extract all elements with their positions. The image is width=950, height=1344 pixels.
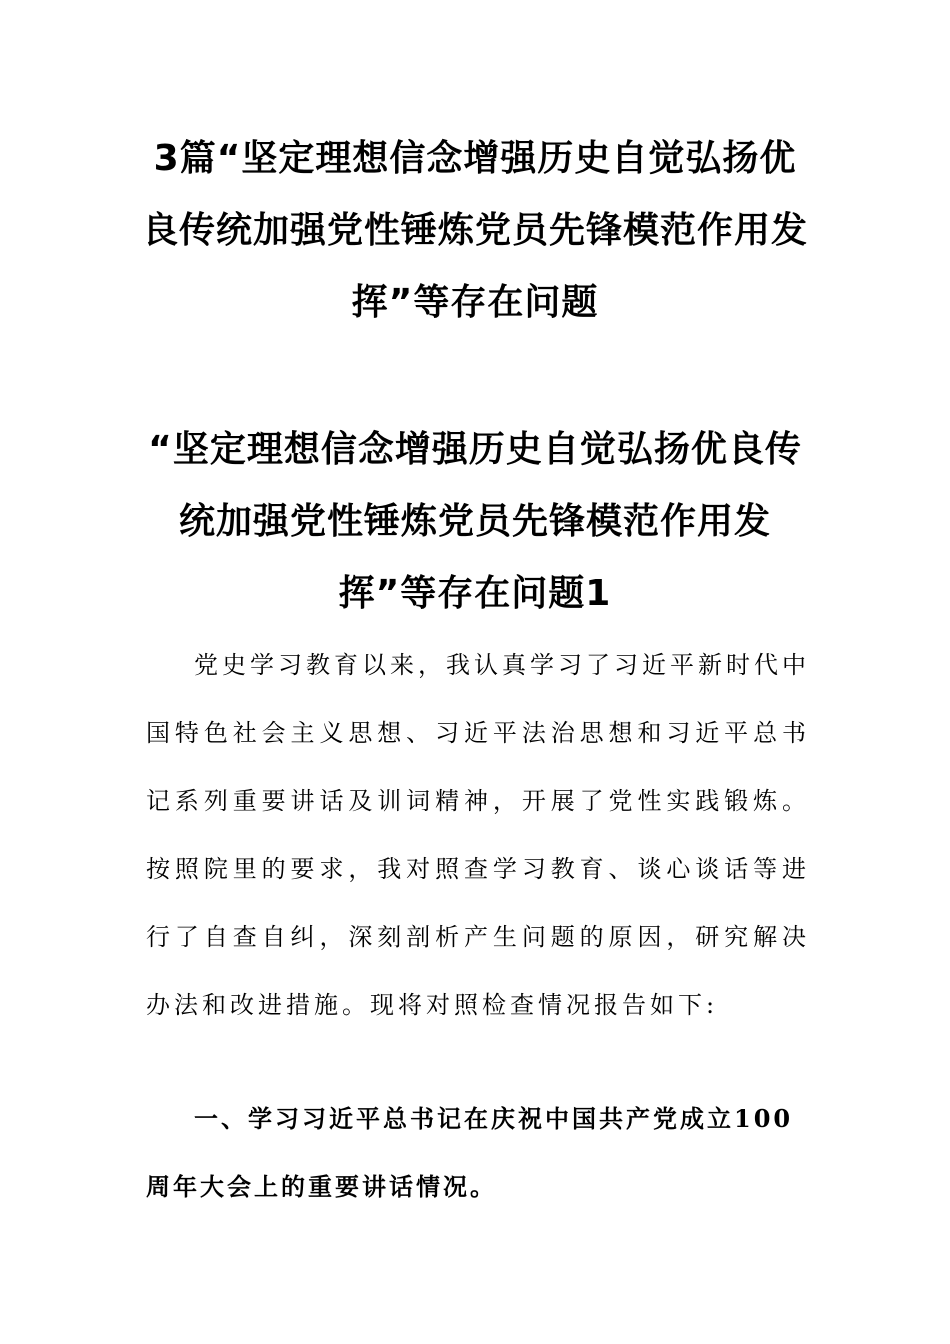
section-heading: 一、学习习近平总书记在庆祝中国共产党成立100周年大会上的重要讲话情况。 — [146, 1104, 794, 1201]
body-paragraph: 党史学习教育以来，我认真学习了习近平新时代中国特色社会主义思想、习近平法治思想和习近平总书记系列重要讲话及训词精神，开展了党性实践锻炼。按照院里的要求，我对照查学习教育、谈心谈话等进行了自查自纠，深刻剖析产生问题的原因，研究解决办法和改进措施。现将对照检查情况报告如下: — [146, 651, 810, 1019]
section-title: “坚定理想信念增强历史自觉弘扬优良传统加强党性锤炼党员先锋模范作用发挥”等存在问题1 — [148, 429, 802, 614]
main-title: 3篇“坚定理想信念增强历史自觉弘扬优良传统加强党性锤炼党员先锋模范作用发挥”等存在问题 — [141, 138, 808, 323]
